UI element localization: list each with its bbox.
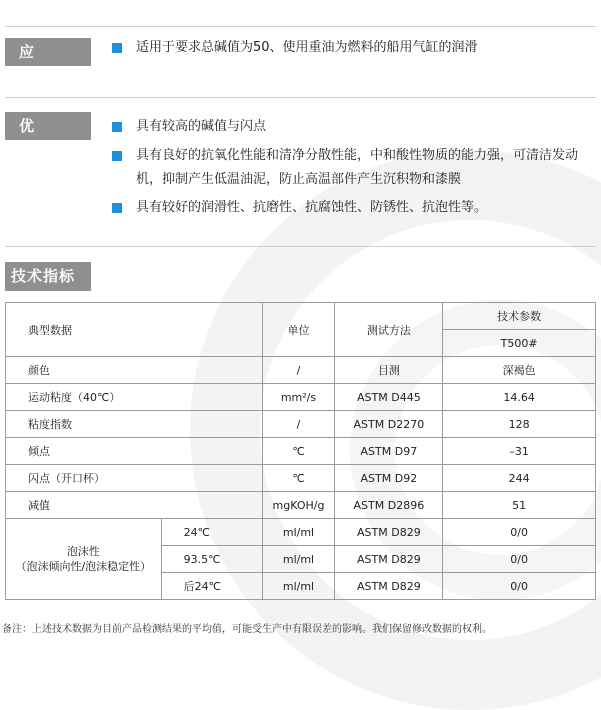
foam-temp: 后24℃ (161, 573, 262, 600)
divider-advantages (5, 246, 596, 247)
header-typical: 典型数据 (6, 303, 263, 357)
row-method: ASTM D2270 (335, 411, 443, 438)
advantage-item-text: 具有较高的碱值与闪点 (136, 119, 267, 134)
row-name: 闪点（开口杯） (6, 465, 263, 492)
header-unit: 单位 (262, 303, 335, 357)
row-name: 减值 (6, 492, 263, 519)
foam-name-cell (6, 519, 162, 600)
advantage-item (112, 196, 597, 220)
foam-value: 0/0 (443, 519, 596, 546)
row-method: ASTM D97 (335, 438, 443, 465)
foam-name: 泡沫性 (66, 545, 100, 558)
header-grade: T500# (443, 330, 596, 357)
table-row (6, 465, 596, 492)
header-params: 技术参数 (443, 303, 596, 330)
table-row-foam (6, 519, 596, 546)
row-method: 目测 (335, 357, 443, 384)
foam-method: ASTM D829 (335, 519, 443, 546)
table-header-row (6, 303, 596, 330)
row-value: 14.64 (443, 384, 596, 411)
row-unit: ℃ (262, 465, 335, 492)
divider-application (5, 97, 596, 98)
application-label: 应 用 (5, 38, 91, 66)
bullet-square-icon (112, 43, 122, 53)
bullet-square-icon (112, 151, 122, 161)
footnote: 备注：上述技术数据为目前产品检测结果的平均值，可能受生产中有限误差的影响。我们保留修改数据的权利。 (2, 624, 492, 635)
row-name: 颜色 (6, 357, 263, 384)
row-unit: ℃ (262, 438, 335, 465)
row-unit: / (262, 357, 335, 384)
foam-temp: 93.5℃ (161, 546, 262, 573)
advantage-item (112, 144, 597, 192)
row-unit: / (262, 411, 335, 438)
table-row (6, 438, 596, 465)
row-method: ASTM D445 (335, 384, 443, 411)
foam-name-detail: （泡沫倾向性/泡沫稳定性） (15, 560, 152, 573)
table-row (6, 411, 596, 438)
row-value: 51 (443, 492, 596, 519)
foam-temp: 24℃ (161, 519, 262, 546)
foam-value: 0/0 (443, 573, 596, 600)
row-method: ASTM D92 (335, 465, 443, 492)
foam-unit: ml/ml (262, 519, 335, 546)
row-name: 粘度指数 (6, 411, 263, 438)
specs-label: 技术指标 (5, 262, 91, 291)
table-row (6, 492, 596, 519)
row-name: 倾点 (6, 438, 263, 465)
spec-table (5, 302, 596, 600)
table-row (6, 384, 596, 411)
foam-unit: ml/ml (262, 573, 335, 600)
row-unit: mgKOH/g (262, 492, 335, 519)
header-method: 测试方法 (335, 303, 443, 357)
foam-method: ASTM D829 (335, 573, 443, 600)
row-value: 深褐色 (443, 357, 596, 384)
divider-top (5, 26, 596, 27)
foam-method: ASTM D829 (335, 546, 443, 573)
row-unit: mm²/s (262, 384, 335, 411)
row-name: 运动粘度（40℃） (6, 384, 263, 411)
foam-value: 0/0 (443, 546, 596, 573)
advantage-item-text: 具有良好的抗氧化性能和清净分散性能，中和酸性物质的能力强，可清洁发动机，抑制产生低温油泥，防止高温部件产生沉积物和漆膜 (136, 148, 579, 187)
application-item-text: 适用于要求总碱值为50、使用重油为燃料的船用气缸的润滑 (136, 40, 478, 55)
advantages-label: 优 势 (5, 112, 91, 140)
application-item (112, 36, 597, 60)
advantage-item (112, 115, 597, 139)
bullet-square-icon (112, 203, 122, 213)
table-row (6, 357, 596, 384)
row-value: 244 (443, 465, 596, 492)
advantage-item-text: 具有较好的润滑性、抗磨性、抗腐蚀性、防锈性、抗泡性等。 (136, 200, 488, 215)
foam-unit: ml/ml (262, 546, 335, 573)
bullet-square-icon (112, 122, 122, 132)
row-method: ASTM D2896 (335, 492, 443, 519)
row-value: –31 (443, 438, 596, 465)
row-value: 128 (443, 411, 596, 438)
